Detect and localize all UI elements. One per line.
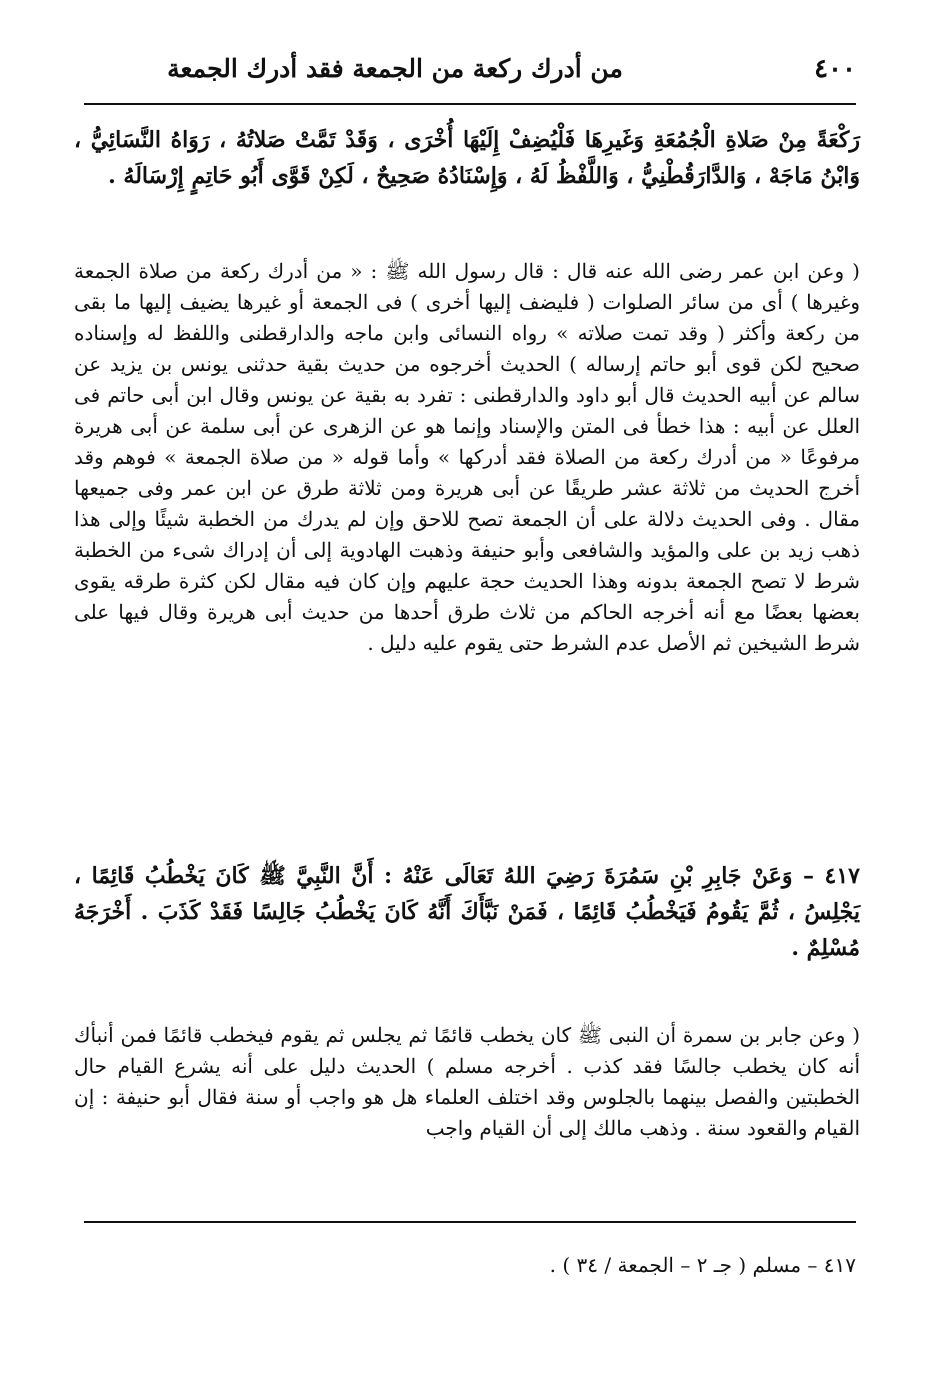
running-title: من أدرك ركعة من الجمعة فقد أدرك الجمعة	[167, 54, 623, 83]
commentary-paragraph-1: ( وعن ابن عمر رضى الله عنه قال : قال رسول الله ﷺ : « من أدرك ركعة من صلاة الجمعة وغيرها ) أى من سائر الصلوات ( فليضف إليها أخرى ) فى الجمعة أو غيرها يضيف إليها ما بقى من ركعة وأكثر ( وقد تمت صلاته » رواه النسائى وابن ماجه والدارقطنى واللفظ له وإسناده صحيح لكن قوى أبو حاتم إرساله ) الحديث أخرجوه من حديث بقية حدثنى يونس بن يزيد عن سالم عن أبيه الحديث قال أبو داود والدارقطنى : تفرد به بقية عن يونس وقال ابن أبى حاتم فى العلل عن أبيه : هذا خطأ فى المتن والإسناد وإنما هو عن الزهرى عن أبى سلمة عن أبى هريرة مرفوعًا « من أدرك ركعة من الصلاة فقد أدركها » وأما قوله « من صلاة الجمعة » فوهم وقد أخرج الحديث من ثلاثة عشر طريقًا عن أبى هريرة ومن ثلاثة طرق عن ابن عمر وفى جميعها مقال . وفى الحديث دلالة على أن الجمعة تصح للاحق وإن لم يدرك من الخطبة شيئًا وإلى هذا ذهب زيد بن على والمؤيد والشافعى وأبو حنيفة وذهبت الهادوية إلى أن إدراك شىء من الخطبة شرط لا تصح الجمعة بدونه وهذا الحديث حجة عليهم وإن كان فيه مقال لكن كثرة طرقه يقوى بعضها بعضًا مع أنه أخرجه الحاكم من ثلاث طرق أحدها من حديث أبى هريرة وقال فيها على شرط الشيخين ثم الأصل عدم الشرط حتى يقوم عليه دليل .	[74, 259, 860, 655]
header-rule	[84, 103, 856, 105]
page-number: ٤٠٠	[814, 54, 856, 84]
footnote: ٤١٧ – مسلم ( جـ ٢ – الجمعة / ٣٤ ) .	[549, 1253, 856, 1277]
footnote-rule	[84, 1221, 856, 1223]
commentary-paragraph-2: ( وعن جابر بن سمرة أن النبى ﷺ كان يخطب قائمًا ثم يجلس ثم يقوم فيخطب قائمًا فمن أنبأك أنه كان يخطب جالسًا فقد كذب . أخرجه مسلم ) الحديث دليل على أنه يشرع القيام حال الخطبتين والفصل بينهما بالجلوس وقد اختلف العلماء هل هو واجب أو سنة فقال أبو حنيفة : إن القيام والقعود سنة . وذهب مالك إلى أن القيام واجب	[74, 1023, 860, 1140]
page-header	[84, 50, 856, 90]
hadith-417: ٤١٧ – وَعَنْ جَابِرِ بْنِ سَمُرَةَ رَضِيَ اللهُ تَعَالَى عَنْهُ : أَنَّ النَّبِيَّ ﷺ كَانَ يَخْطُبُ قَائِمًا ، يَجْلِسُ ، ثُمَّ يَقُومُ فَيَخْطُبُ قَائِمًا ، فَمَنْ نَبَّأَكَ أَنَّهُ كَانَ يَخْطُبُ جَالِسًا فَقَدْ كَذَبَ . أَخْرَجَهُ مُسْلِمٌ .	[74, 863, 860, 961]
hadith-continuation: رَكْعَةً مِنْ صَلاةِ الْجُمُعَةِ وَغَيرِهَا فَلْيُضِفْ إِلَيْهَا أُخْرَى ، وَقَدْ تَمَّتْ صَلاتُهُ ، رَوَاهُ النَّسَائِيُّ ، وَابْنُ مَاجَهْ ، وَالدَّارَقُطْنِيُّ ، وَاللَّفْظُ لَهُ ، وَإِسْنَادُهُ صَحِيحٌ ، لَكِنْ قَوَّى أَبُو حَاتِمٍ إِرْسَالَهُ .	[74, 127, 860, 189]
